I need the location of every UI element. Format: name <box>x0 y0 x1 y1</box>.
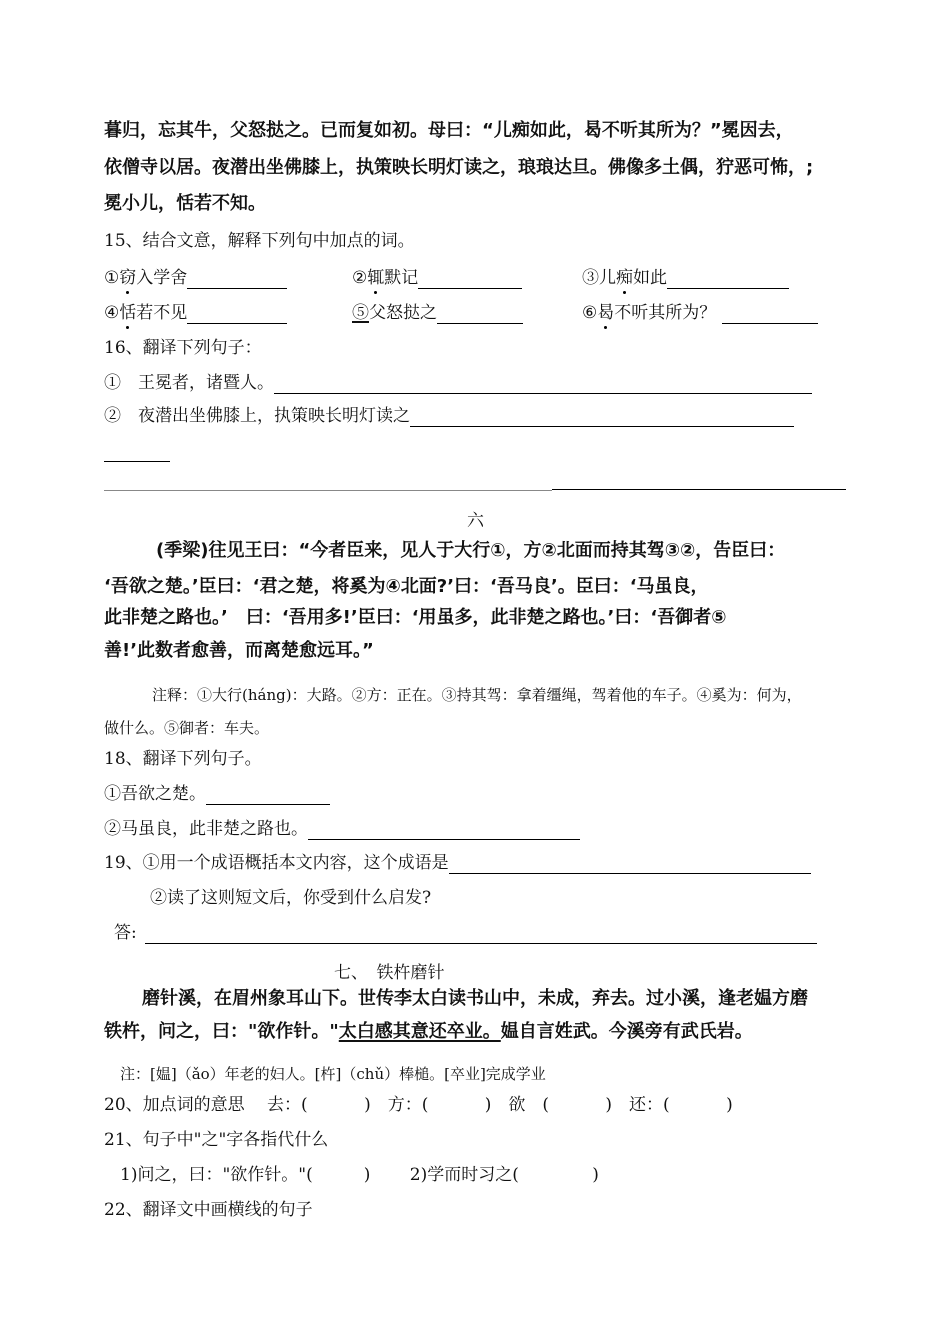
section-6-note-line-1: 注释：①大行(háng)：大路。②方：正在。③持其驾：拿着缰绳，驾着他的车子。④奚为：何为， <box>152 686 802 704</box>
answer-blank[interactable] <box>145 925 817 944</box>
question-18-prompt: 18、翻译下列句子。 <box>104 749 262 769</box>
answer-blank[interactable] <box>187 270 287 289</box>
question-19-part-2: ②读了这则短文后，你受到什么启发? <box>150 888 432 908</box>
section-7-passage-line-2: 铁杵，问之，曰："欲作针。"太白感其意还卒业。媪自言姓武。今溪旁有武氏岩。 <box>104 1021 753 1042</box>
answer-blank[interactable] <box>667 270 789 289</box>
answer-blank[interactable] <box>104 443 170 462</box>
answer-blank[interactable] <box>437 305 523 324</box>
underlined-sentence: 太白感其意还卒业。 <box>338 1021 501 1042</box>
q16-sentence-1: ① 王冕者，诸暨人。 <box>104 372 812 394</box>
q16-sentence-2: ② 夜潜出坐佛膝上，执策映长明灯读之 <box>104 405 794 427</box>
q15-item-3: ③儿痴如此 <box>582 267 789 289</box>
passage-line-2: 依僧寺以居。夜潜出坐佛膝上，执策映长明灯读之，琅琅达旦。佛像多土偶，狞恶可怖，; <box>104 157 814 178</box>
section-6-title: 六 <box>467 511 484 531</box>
divider-line <box>104 490 552 491</box>
passage-line-3: 冕小儿，恬若不知。 <box>104 193 266 214</box>
question-21-items: 1)问之，曰："欲作针。"( ) 2)学而时习之( ) <box>120 1165 599 1185</box>
answer-blank[interactable] <box>722 305 818 324</box>
answer-blank[interactable] <box>449 855 811 874</box>
section-6-passage-line-2: ‘吾欲之楚。’臣曰：‘君之楚，将奚为④北面?’曰：‘吾马良’。臣曰：‘马虽良， <box>104 576 709 597</box>
answer-blank[interactable] <box>418 270 522 289</box>
q15-item-5: ⑤父怒挞之 <box>352 302 523 324</box>
q15-item-4: ④恬若不见 <box>104 302 287 324</box>
q15-item-2: ②辄默记 <box>352 267 522 289</box>
q18-sentence-2: ②马虽良，此非楚之路也。 <box>104 818 580 840</box>
answer-blank[interactable] <box>552 489 846 490</box>
question-19-part-1: 19、①用一个成语概括本文内容，这个成语是 <box>104 852 811 874</box>
question-16-prompt: 16、翻译下列句子： <box>104 338 262 358</box>
question-15-prompt: 15、结合文意，解释下列句中加点的词。 <box>104 231 415 251</box>
passage-line-1: 暮归，忘其牛，父怒挞之。已而复如初。母曰：“儿痴如此，曷不听其所为？”冕因去， <box>104 120 794 141</box>
question-22: 22、翻译文中画横线的句子 <box>104 1200 313 1220</box>
section-6-note-line-2: 做什么。⑤御者：车夫。 <box>104 719 270 737</box>
section-6-passage-line-1: (季梁)往见王曰：“今者臣来，见人于大行①，方②北面而持其驾③②，告臣曰： <box>156 540 786 561</box>
answer-blank[interactable] <box>206 786 330 805</box>
question-21-prompt: 21、句子中"之"字各指代什么 <box>104 1130 329 1150</box>
q15-item-1: ①窃入学舍 <box>104 267 287 289</box>
question-19-answer: 答: <box>114 922 817 944</box>
answer-blank[interactable] <box>187 305 287 324</box>
q15-item-6: ⑥曷不听其所为？ <box>582 302 818 324</box>
answer-blank[interactable] <box>274 375 812 394</box>
section-6-passage-line-3: 此非楚之路也。’ 曰：‘吾用多!’臣曰：‘用虽多，此非楚之路也。’曰：‘吾御者⑤ <box>104 607 727 628</box>
answer-blank[interactable] <box>308 821 580 840</box>
section-7-title: 七、 铁杵磨针 <box>334 963 445 983</box>
section-6-passage-line-4: 善!’此数者愈善，而离楚愈远耳。” <box>104 640 374 661</box>
section-7-note: 注：[媪]（ǎo）年老的妇人。[杵]（chǔ）棒槌。[卒业]完成学业 <box>120 1065 546 1083</box>
question-17 <box>104 440 170 462</box>
answer-blank[interactable] <box>410 408 794 427</box>
question-20: 20、加点词的意思 去：( ) 方：( ) 欲 ( ) 还：( ) <box>104 1095 733 1115</box>
section-7-passage-line-1: 磨针溪，在眉州象耳山下。世传李太白读书山中，未成，弃去。过小溪，逢老媪方磨 <box>142 988 808 1009</box>
q18-sentence-1: ①吾欲之楚。 <box>104 783 330 805</box>
